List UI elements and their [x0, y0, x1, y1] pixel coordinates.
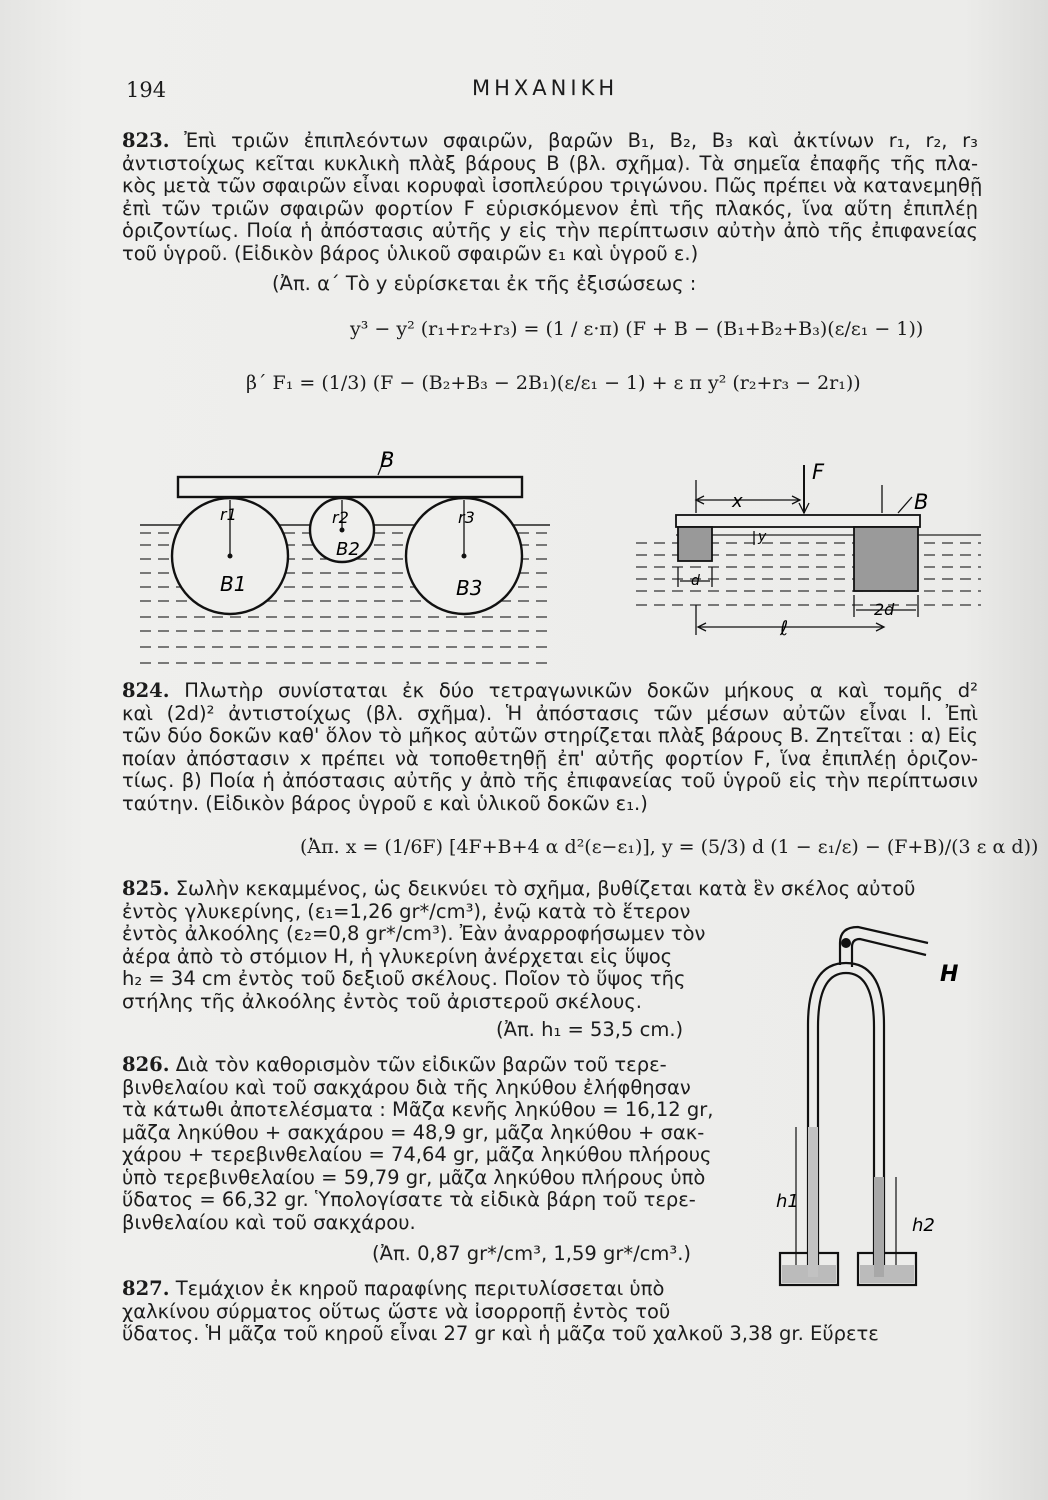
float-plate [676, 515, 920, 527]
running-title: ΜΗΧΑΝΙΚΗ [472, 76, 619, 100]
problem-826-line-2: βινθελαίου καὶ τοῦ σακχάρου διὰ τῆς ληκύθου ἐλήφθησαν [122, 1075, 691, 1099]
problem-827-line-1: 827. Τεμάχιον ἐκ κηροῦ παραφίνης περιτυλίσσεται ὑπὸ [122, 1277, 665, 1300]
problem-826-line-8: βινθελαίου καὶ τοῦ σακχάρου. [122, 1210, 416, 1234]
valve [841, 938, 851, 948]
problem-823-line-4: ἐπὶ τῶν τριῶν σφαιρῶν φορτίον F εὑρισκόμενον ἐπὶ τῆς πλακός, ἵνα αὕτη ἐπιπλέῃ [122, 196, 978, 220]
problem-826-line-7: ὕδατος = 66,32 gr. Ὑπολογίσατε τὰ εἰδικὰ βάρη τοῦ τερε- [122, 1188, 696, 1211]
label-x: x [732, 491, 743, 512]
figure-824 [636, 455, 986, 655]
problem-825-line-2: ἐντὸς γλυκερίνης, (ε₁=1,26 gr*/cm³), ἐνῷ κατὰ τὸ ἕτερον [122, 899, 691, 923]
answer-823-intro: (Ἀπ. α΄ Τὸ y εὑρίσκεται ἐκ τῆς ἐξισώσεως : [272, 272, 697, 295]
figure-823 [140, 445, 560, 670]
beam-large [854, 527, 918, 591]
suction-stem-inner [852, 939, 926, 967]
problem-823-line-2: ἀντιστοίχως κεῖται κυκλικὴ πλὰξ βάρους Β (βλ. σχῆμα). Τὰ σημεῖα ἐπαφῆς τῆς πλα- [122, 151, 978, 175]
alcohol-column [808, 1127, 818, 1277]
problem-824-line-5: τίως. β) Ποία ἡ ἀπόστασις αὐτῆς y ἀπὸ τῆς ἐπιφανείας τοῦ ὑγροῦ εἰς τὴν περίπτωσιν [122, 769, 978, 792]
page-number: 194 [126, 78, 167, 102]
label-plate-b: B [380, 448, 395, 472]
problem-number: 825. [122, 877, 170, 900]
label-r3: r3 [458, 508, 475, 527]
problem-826-line-3: τὰ κάτωθι ἀποτελέσματα : Μᾶζα κενῆς ληκύθου = 16,12 gr, [122, 1098, 714, 1121]
problem-824-line-3: τῶν δύο δοκῶν καθ' ὅλον τὸ μῆκος αὐτῶν στηρίζεται πλὰξ βάρους Β. Ζητεῖται : α) Εἰς [122, 724, 978, 747]
problem-823-line-5: ὁριζοντίως. Ποία ἡ ἀπόστασις αὐτῆς y εἰς τὴν περίπτωσιν αὐτὴν ἀπὸ τῆς ἐπιφανείας [122, 219, 978, 242]
problem-825-line-5: h₂ = 34 cm ἐντὸς τοῦ δεξιοῦ σκέλους. Ποῖον τὸ ὕψος τῆς [122, 967, 686, 990]
problem-825-line-4: ἀέρα ἀπὸ τὸ στόμιον Η, ἡ γλυκερίνη ἀνέρχεται εἰς ὕψος [122, 944, 673, 968]
answer-825: (Ἀπ. h₁ = 53,5 cm.) [496, 1018, 684, 1041]
u-tube-inner [818, 973, 874, 1277]
problem-825-line-6: στήλης τῆς ἀλκοόλης ἐντὸς τοῦ ἀριστεροῦ σκέλους. [122, 989, 642, 1013]
label-b2: B2 [336, 539, 360, 560]
label-b: B [914, 490, 929, 514]
problem-823-line-1: 823. Ἐπὶ τριῶν ἐπιπλεόντων σφαιρῶν, βαρῶν Β₁, Β₂, Β₃ καὶ ἀκτίνων r₁, r₂, r₃ [122, 129, 978, 152]
label-h2: h2 [912, 1215, 935, 1236]
label-f: F [812, 460, 825, 484]
problem-number: 827. [122, 1277, 170, 1300]
label-h1: h1 [776, 1191, 799, 1212]
problem-823-line-6: τοῦ ὑγροῦ. (Εἰδικὸν βάρος ὑλικοῦ σφαιρῶν ε₁ καὶ ὑγροῦ ε.) [122, 241, 699, 265]
label-y: y [758, 529, 767, 545]
floating-plate [178, 477, 522, 497]
answer-826: (Ἀπ. 0,87 gr*/cm³, 1,59 gr*/cm³.) [372, 1242, 692, 1265]
problem-824-line-4: ποίαν ἀπόστασιν x πρέπει νὰ τοποθετηθῇ ἐπ' αὐτῆς φορτίον F, ἵνα ἐπιπλέῃ ὁριζον- [122, 746, 978, 770]
problem-824-line-6: ταύτην. (Εἰδικὸν βάρος ὑγροῦ ε καὶ ὑλικοῦ δοκῶν ε₁.) [122, 791, 648, 815]
problem-825-line-3: ἐντὸς ἀλκοόλης (ε₂=0,8 gr*/cm³). Ἐὰν ἀναρροφήσωμεν τὸν [122, 922, 706, 945]
glycerin-column [874, 1177, 884, 1277]
label-h-mouth: H [940, 962, 959, 987]
suction-stem-outer [840, 927, 928, 965]
problem-number: 823. [122, 129, 170, 152]
formula-823-b: β΄ F₁ = (1/3) (F − (B₂+B₃ − 2B₁)(ε/ε₁ − 1) + ε π y² (r₂+r₃ − 2r₁)) [246, 372, 861, 394]
figure-825 [760, 915, 990, 1300]
label-r2: r2 [332, 508, 349, 527]
problem-824-line-1: 824. Πλωτὴρ συνίσταται ἐκ δύο τετραγωνικῶν δοκῶν μήκους α καὶ τομῆς d² [122, 679, 978, 702]
label-b1: B1 [220, 572, 247, 596]
label-l: ℓ [780, 616, 789, 640]
label-b3: B3 [456, 576, 483, 600]
problem-827-line-3: ὕδατος. Ἡ μᾶζα τοῦ κηροῦ εἶναι 27 gr καὶ ἡ μᾶζα τοῦ χαλκοῦ 3,38 gr. Εὕρετε [122, 1322, 879, 1345]
problem-823-line-3: κὸς μετὰ τῶν σφαιρῶν εἶναι κορυφαὶ ἰσοπλεύρου τριγώνου. Πῶς πρέπει νὰ κατανεμηθῇ [122, 174, 983, 197]
problem-826-line-4: μᾶζα ληκύθου + σακχάρου = 48,9 gr, μᾶζα ληκύθου + σακ- [122, 1120, 705, 1144]
problem-number: 824. [122, 679, 170, 702]
problem-826-line-6: ὑπὸ τερεβινθελαίου = 59,79 gr, μᾶζα ληκύθου πλήρους ὑπὸ [122, 1165, 706, 1189]
problem-823 [122, 129, 983, 265]
problem-824 [122, 680, 978, 815]
formula-823-a: y³ − y² (r₁+r₂+r₃) = (1 / ε·π) (F + B − (B₁+B₂+B₃)(ε/ε₁ − 1)) [350, 318, 924, 340]
problem-826-line-5: χάρου + τερεβινθελαίου = 74,64 gr, μᾶζα ληκύθου πλήρους [122, 1143, 712, 1166]
label-d: d [691, 573, 700, 589]
problem-826-line-1: 826. Διὰ τὸν καθορισμὸν τῶν εἰδικῶν βαρῶν τοῦ τερε- [122, 1053, 667, 1076]
problem-827-line-2: χαλκίνου σύρματος οὕτως ὥστε νὰ ἰσορροπῇ ἐντὸς τοῦ [122, 1299, 671, 1323]
label-r1: r1 [220, 505, 237, 524]
answer-824: (Ἀπ. x = (1/6F) [4F+B+4 α d²(ε−ε₁)], y = (5/3) d (1 − ε₁/ε) − (F+B)/(3 ε α d)) [300, 836, 1039, 858]
problem-826 [122, 1054, 722, 1234]
label-2d: 2d [874, 600, 895, 619]
problem-number: 826. [122, 1053, 170, 1076]
problem-824-line-2: καὶ (2d)² ἀντιστοίχως (βλ. σχῆμα). Ἡ ἀπόστασις τῶν μέσων αὐτῶν εἶναι l. Ἐπὶ [122, 701, 978, 725]
problem-825-line-1: 825. Σωλὴν κεκαμμένος, ὡς δεικνύει τὸ σχῆμα, βυθίζεται κατὰ ἓν σκέλος αὐτοῦ [122, 877, 916, 900]
beam-small [678, 527, 712, 561]
